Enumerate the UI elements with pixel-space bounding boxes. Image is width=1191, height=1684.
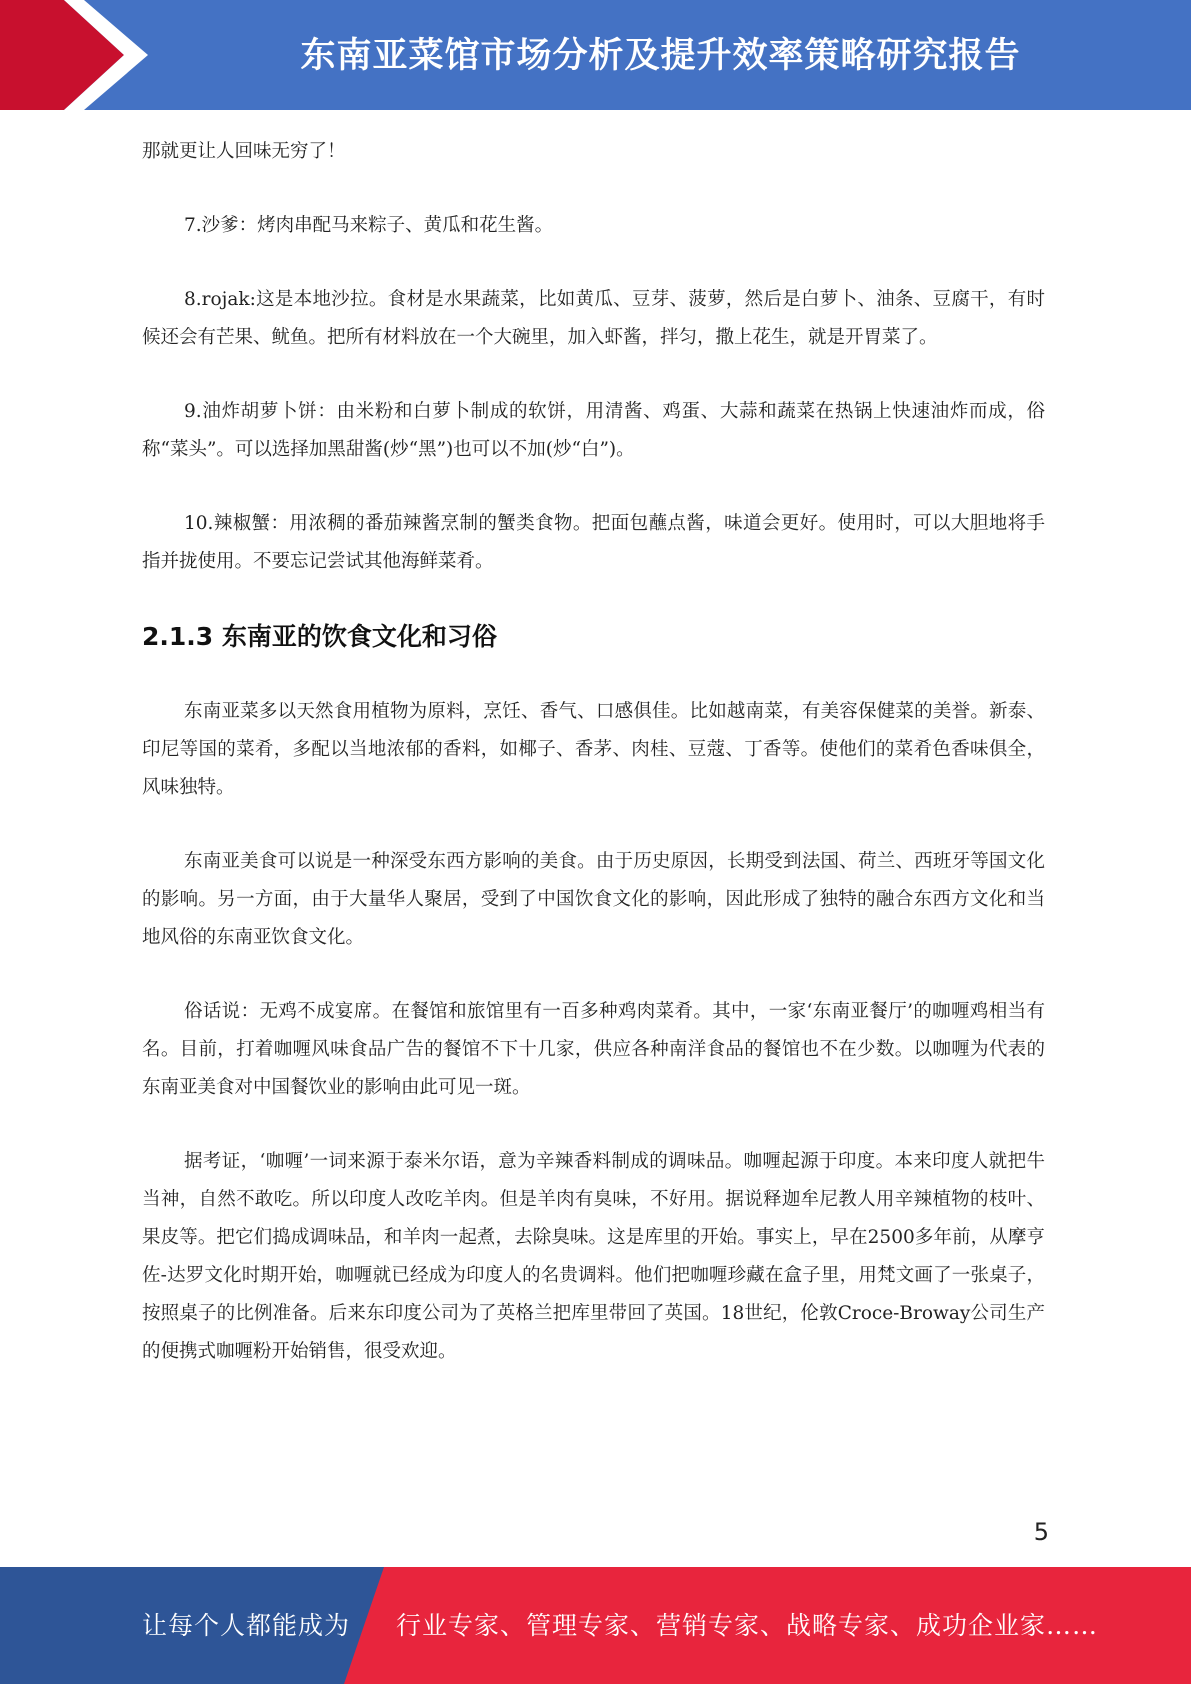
paragraph: 东南亚菜多以天然食用植物为原料，烹饪、香气、口感俱佳。比如越南菜，有美容保健菜的美誉。新泰、印尼等国的菜肴，多配以当地浓郁的香料，如椰子、香茅、肉桂、豆蔻、丁香等。使他们的菜肴色香味俱全，风味独特。 bbox=[142, 701, 1045, 798]
footer-banner bbox=[0, 1567, 1191, 1684]
paragraph: 俗话说：无鸡不成宴席。在餐馆和旅馆里有一百多种鸡肉菜肴。其中，一家‘东南亚餐厅’的咖喱鸡相当有名。目前，打着咖喱风味食品广告的餐馆不下十几家，供应各种南洋食品的餐馆也不在少数。以咖喱为代表的东南亚美食对中国餐饮业的影响由此可见一斑。 bbox=[142, 1001, 1045, 1098]
header-banner bbox=[0, 0, 1191, 110]
paragraph: 9.油炸胡萝卜饼：由米粉和白萝卜制成的软饼，用清酱、鸡蛋、大蒜和蔬菜在热锅上快速油炸而成，俗称“菜头”。可以选择加黑甜酱(炒“黑”)也可以不加(炒“白”)。 bbox=[142, 401, 1045, 460]
paragraph: 东南亚美食可以说是一种深受东西方影响的美食。由于历史原因，长期受到法国、荷兰、西班牙等国文化的影响。另一方面，由于大量华人聚居，受到了中国饮食文化的影响，因此形成了独特的融合东西方文化和当地风俗的东南亚饮食文化。 bbox=[142, 851, 1045, 948]
document-title: 东南亚菜馆市场分析及提升效率策略研究报告 bbox=[300, 36, 1021, 76]
page-number: 5 bbox=[1033, 1518, 1049, 1546]
paragraph: 8.rojak:这是本地沙拉。食材是水果蔬菜，比如黄瓜、豆芽、菠萝，然后是白萝卜、油条、豆腐干，有时候还会有芒果、鱿鱼。把所有材料放在一个大碗里，加入虾酱，拌匀，撒上花生，就是开胃菜了。 bbox=[142, 289, 1045, 348]
footer-slogan-left: 让每个人都能成为 bbox=[142, 1611, 351, 1640]
section-heading: 2.1.3 东南亚的饮食文化和习俗 bbox=[142, 622, 497, 651]
paragraph: 10.辣椒蟹：用浓稠的番茄辣酱烹制的蟹类食物。把面包蘸点酱，味道会更好。使用时，可以大胆地将手指并拢使用。不要忘记尝试其他海鲜菜肴。 bbox=[142, 513, 1045, 572]
paragraph: 那就更让人回味无穷了！ bbox=[142, 141, 346, 162]
paragraph: 据考证，‘咖喱’一词来源于泰米尔语，意为辛辣香料制成的调味品。咖喱起源于印度。本来印度人就把牛当神，自然不敢吃。所以印度人改吃羊肉。但是羊肉有臭味，不好用。据说释迦牟尼教人用辛辣植物的枝叶、果皮等。把它们捣成调味品，和羊肉一起煮，去除臭味。这是库里的开始。事实上，早在2500多年前，从摩亨佐-达罗文化时期开始，咖喱就已经成为印度人的名贵调料。他们把咖喱珍藏在盒子里，用梵文画了一张桌子，按照桌子的比例准备。后来东印度公司为了英格兰把库里带回了英国。18世纪，伦敦Croce-Broway公司生产的便携式咖喱粉开始销售，很受欢迎。 bbox=[142, 1151, 1045, 1362]
footer-slogan-right: 行业专家、管理专家、营销专家、战略专家、成功企业家…… bbox=[396, 1611, 1099, 1640]
page-content bbox=[142, 133, 1045, 1407]
paragraph: 7.沙爹：烤肉串配马来粽子、黄瓜和花生酱。 bbox=[184, 215, 554, 236]
